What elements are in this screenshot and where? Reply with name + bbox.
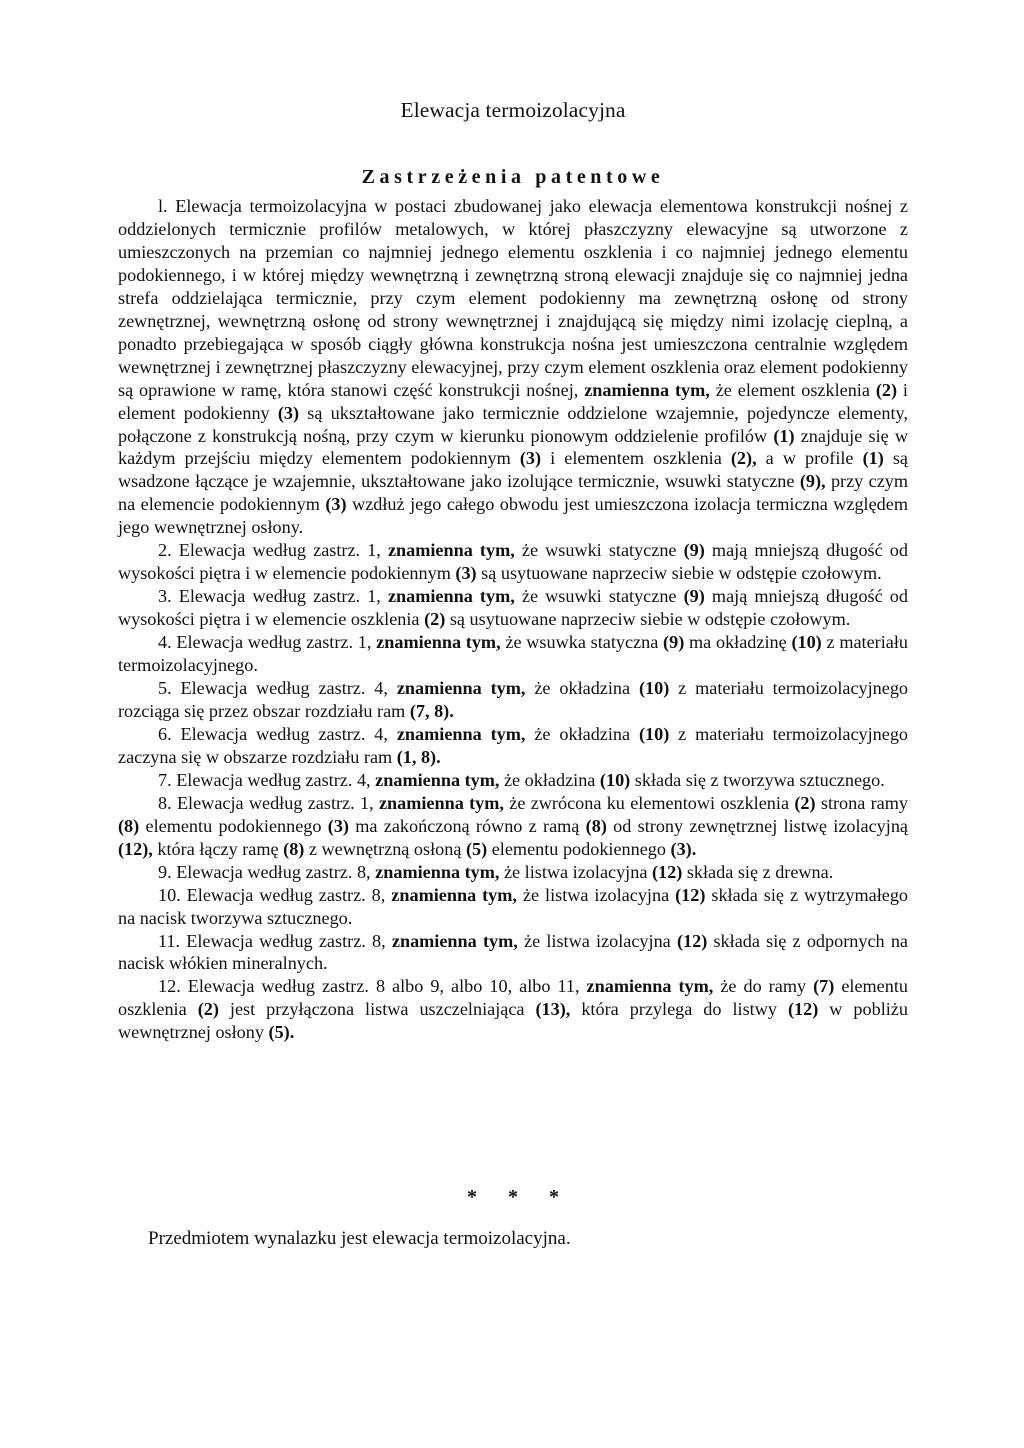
claim-number: 5.	[158, 678, 172, 699]
claim-emphasis: (10)	[638, 723, 670, 744]
claim-text: elementu podokiennego	[139, 815, 328, 836]
claim-text: Elewacja według zastrz. 8,	[180, 930, 392, 951]
claim-text: ma zakończoną równo z ramą	[349, 815, 586, 836]
claim-text: są usytuowane naprzeciw siebie w odstępie czołowym.	[476, 563, 882, 584]
claim-text: że okładzina	[525, 723, 639, 744]
claim-text: mają mniejszą długość od wysokości piętra i w elemencie oszklenia	[118, 586, 908, 630]
claim-emphasis: (2)	[424, 609, 446, 630]
claim-paragraph	[118, 539, 908, 585]
section-separator: * * *	[467, 1186, 559, 1208]
claim-emphasis: (2)	[794, 792, 816, 813]
claim-emphasis: (8)	[585, 815, 607, 836]
claims-list	[118, 195, 908, 1044]
claim-text: składa się z odpornych na nacisk włókien mineralnych.	[118, 930, 908, 974]
claim-text: przy czym na elemencie podokiennym	[118, 471, 909, 515]
claim-text: że element oszklenia	[709, 379, 876, 400]
claim-emphasis: znamienna tym,	[396, 723, 526, 744]
claim-emphasis: (7, 8).	[409, 700, 454, 721]
claim-emphasis: (3)	[327, 815, 349, 836]
claim-emphasis: znamienna tym,	[387, 586, 515, 607]
claim-text: a w profile	[756, 448, 863, 469]
claim-text: wzdłuż jego całego obwodu jest umieszczona izolacja termiczna względem jego wewnętrznej osłony.	[118, 494, 908, 538]
claim-emphasis: (12)	[651, 861, 683, 882]
claim-text: że zwrócona ku elementowi oszklenia	[503, 792, 795, 813]
claim-number: 6.	[158, 723, 172, 744]
claim-text: i elementem oszklenia	[541, 448, 731, 469]
claim-emphasis: (3)	[277, 402, 300, 423]
claim-text: Elewacja według zastrz. 1,	[171, 540, 388, 561]
claim-paragraph	[118, 884, 908, 930]
claim-paragraph	[118, 975, 908, 1044]
claim-text: Elewacja według zastrz. 4,	[171, 769, 376, 790]
claim-emphasis: (3)	[325, 494, 347, 515]
claim-emphasis: (3).	[670, 838, 697, 859]
claim-paragraph	[118, 195, 908, 539]
claim-text: z materiału termoizolacyjnego zaczyna się w obszarze rozdziału ram	[118, 723, 909, 767]
claim-emphasis: znamienna tym,	[375, 861, 500, 882]
claim-text: są wsadzone łączące je wzajemnie, ukształtowane jako izolujące termicznie, wsuwki statyczne	[118, 448, 908, 492]
claim-emphasis: (5)	[465, 838, 488, 859]
claim-emphasis: (9)	[683, 540, 705, 561]
claim-number: 10.	[158, 884, 181, 905]
claim-emphasis: (9)	[683, 586, 705, 607]
claim-paragraph	[118, 769, 908, 792]
claim-paragraph	[118, 861, 908, 884]
claim-text: mają mniejszą długość od wysokości piętra i w elemencie podokiennym	[118, 540, 908, 584]
claim-emphasis: (2)	[197, 999, 219, 1020]
claim-text: z materiału termoizolacyjnego.	[118, 632, 908, 676]
claim-emphasis: (5).	[268, 1022, 295, 1043]
claim-text: znajduje się w każdym przejściu między elementem podokiennym	[118, 425, 908, 469]
claim-text: i element podokienny	[118, 379, 908, 423]
claim-text: z wewnętrzną osłoną	[304, 838, 466, 859]
claim-text: że wsuwki statyczne	[514, 540, 684, 561]
claim-emphasis: (12),	[118, 838, 153, 859]
claim-text: że wsuwka statyczna	[500, 632, 664, 653]
claim-text: że listwa izolacyjna	[516, 884, 676, 905]
claim-text: strona ramy	[815, 792, 908, 813]
claim-emphasis: znamienna tym,	[376, 632, 501, 653]
claim-emphasis: (1, 8).	[396, 746, 441, 767]
claim-text: z materiału termoizolacyjnego rozciąga się przez obszar rozdziału ram	[118, 678, 909, 721]
claim-text: że do ramy	[713, 976, 814, 997]
claim-emphasis: (8)	[283, 838, 305, 859]
claim-emphasis: znamienna tym,	[391, 884, 517, 905]
claim-emphasis: znamienna tym,	[586, 976, 714, 997]
claim-paragraph	[118, 585, 908, 631]
claim-text: Elewacja według zastrz. 4,	[171, 723, 397, 744]
claim-number: 11.	[158, 930, 181, 951]
claim-text: że wsuwki statyczne	[514, 586, 684, 607]
claim-emphasis: (10)	[791, 632, 822, 653]
claim-text: są usytuowane naprzeciw siebie w odstępie czołowym.	[445, 609, 851, 630]
claim-number: 3.	[158, 586, 172, 607]
claim-number: l.	[158, 196, 168, 216]
claim-number: 2.	[158, 540, 172, 561]
claim-text: Elewacja według zastrz. 8 albo 9, albo 10, albo 11,	[180, 976, 587, 997]
claim-number: 8.	[158, 792, 172, 813]
claim-text: ma okładzinę	[684, 632, 792, 653]
claim-emphasis: (12)	[676, 930, 708, 951]
claim-emphasis: (8)	[118, 815, 140, 836]
claim-text: Elewacja według zastrz. 1,	[171, 586, 388, 607]
claim-text: elementu podokiennego	[487, 838, 671, 859]
claim-emphasis: (3)	[455, 563, 477, 584]
description-intro: Przedmiotem wynalazku jest elewacja termoizolacyjna.	[148, 1228, 571, 1249]
claim-text: że okładzina	[499, 769, 600, 790]
claim-text: że okładzina	[525, 678, 639, 699]
claim-text: składa się z tworzywa sztucznego.	[630, 769, 885, 790]
claim-text: która przylega do listwy	[570, 999, 788, 1020]
claim-text: elementu oszklenia	[118, 976, 908, 1020]
claim-paragraph	[118, 723, 908, 769]
claim-text: że listwa izolacyjna	[499, 861, 652, 882]
claim-text: Elewacja według zastrz. 8,	[171, 861, 376, 882]
claim-text: Elewacja według zastrz. 1,	[171, 792, 379, 813]
claim-emphasis: (1)	[773, 425, 795, 446]
claim-text: Elewacja termoizolacyjna w postaci zbudowanej jako elewacja elementowa konstrukcji nośnej z oddzielonych termicznie profilów metalowych, w której płaszczyzny elewacyjne są utworzone z umieszczonych na przemian co najmniej jednego elementu oszklenia i co najmniej jednego elementu podokiennego, i w której między wewnętrzną i zewnętrzną stroną elewacji znajduje się co najmniej jedna strefa oddzielająca termicznie, przy czym element podokienny ma zewnętrzną osłonę od strony zewnętrznej, wewnętrzną osłonę od strony wewnętrznej i znajdującą się między nimi izolację cieplną, a ponadto przebiegająca w sposób ciągły główna konstrukcja nośna jest umieszczona centralnie względem wewnętrznej i zewnętrznej płaszczyzny elewacyjnej, przy czym element oszklenia oraz element podokienny są oprawione w ramę, która stanowi część konstrukcji nośnej,	[118, 196, 908, 400]
claim-paragraph	[118, 677, 908, 723]
claim-text: Elewacja według zastrz. 4,	[171, 678, 397, 699]
claim-emphasis: (3)	[519, 448, 542, 469]
claim-paragraph	[118, 930, 908, 976]
claim-emphasis: (7)	[813, 976, 835, 997]
claim-text: składa się z wytrzymałego na nacisk tworzywa sztucznego.	[118, 884, 909, 928]
claim-number: 7.	[158, 769, 172, 790]
claim-text: Elewacja według zastrz. 8,	[180, 884, 392, 905]
claim-emphasis: (10)	[638, 678, 670, 699]
claim-text: są ukształtowane jako termicznie oddzielone wzajemnie, pojedyncze elementy, połączone z konstrukcją nośną, przy czym w kierunku pionowym oddzielenie profilów	[118, 402, 908, 446]
claim-emphasis: znamienna tym,	[396, 678, 526, 699]
claim-text: że listwa izolacyjna	[517, 930, 677, 951]
claim-paragraph	[118, 792, 908, 861]
claim-number: 9.	[158, 861, 172, 882]
claim-emphasis: znamienna tym,	[375, 769, 500, 790]
claim-text: Elewacja według zastrz. 1,	[171, 632, 377, 653]
claim-emphasis: znamienna tym,	[378, 792, 504, 813]
claim-emphasis: (12)	[787, 999, 819, 1020]
claim-text: która łączy ramę	[152, 838, 284, 859]
document-title: Elewacja termoizolacyjna	[400, 98, 626, 122]
claim-emphasis: (2),	[730, 448, 757, 469]
claim-number: 4.	[158, 632, 172, 653]
claim-text: od strony zewnętrznej listwę izolacyjną	[606, 815, 908, 836]
claim-text: składa się z drewna.	[682, 861, 834, 882]
claim-emphasis: (2)	[875, 379, 898, 400]
claim-text: w pobliżu wewnętrznej osłony	[118, 999, 908, 1043]
claim-emphasis: (10)	[599, 769, 631, 790]
claim-emphasis: (9)	[663, 632, 685, 653]
claim-emphasis: znamienna tym,	[584, 379, 710, 400]
claim-paragraph	[118, 631, 908, 677]
claim-emphasis: (1)	[862, 448, 884, 469]
claim-emphasis: (13),	[535, 999, 571, 1020]
claim-emphasis: znamienna tym,	[391, 930, 518, 951]
claim-emphasis: (9),	[799, 471, 826, 492]
claim-emphasis: (12)	[675, 884, 706, 905]
claim-emphasis: znamienna tym,	[387, 540, 515, 561]
claim-number: 12.	[158, 976, 181, 997]
claim-text: jest przyłączona listwa uszczelniająca	[218, 999, 536, 1020]
section-heading-patent-claims: Zastrzeżenia patentowe	[361, 166, 665, 188]
